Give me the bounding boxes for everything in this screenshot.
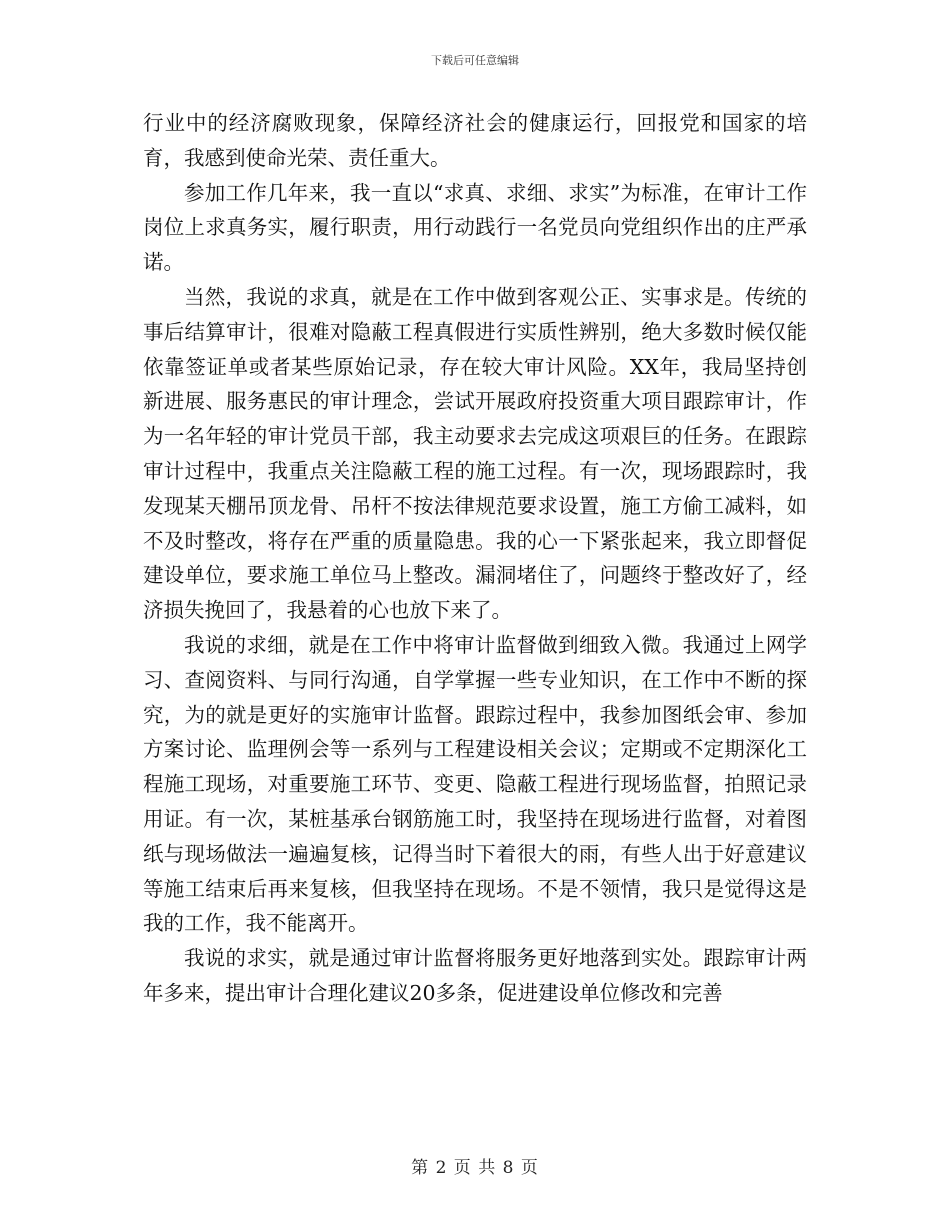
paragraph-seek-detail: 我说的求细，就是在工作中将审计监督做到细致入微。我通过上网学习、查阅资料、与同行沟通，自学掌握一些专业知识，在工作中不断的探究，为的就是更好的实施审计监督。跟踪过程中，我参加图纸会审、参加方案讨论、监理例会等一系列与工程建设相关会议；定期或不定期深化工程施工现场，对重要施工环节、变更、隐蔽工程进行现场监督，拍照记录用证。有一次，某桩基承台钢筋施工时，我坚持在现场进行监督，对着图纸与现场做法一遍遍复核，记得当时下着很大的雨，有些人出于好意建议等施工结束后再来复核，但我坚持在现场。不是不领情，我只是觉得这是我的工作，我不能离开。	[143, 632, 807, 936]
header-note: 下载后可任意编辑	[431, 54, 519, 67]
paragraph-intro: 参加工作几年来，我一直以“求真、求细、求实”为标准，在审计工作岗位上求真务实，履行职责，用行动践行一名党员向党组织作出的庄严承诺。	[143, 180, 807, 275]
paragraph-seek-practical: 我说的求实，就是通过审计监督将服务更好地落到实处。跟踪审计两年多来，提出审计合理化建议20多条，促进建设单位修改和完善	[143, 946, 807, 1005]
page-number: 第 2 页 共 8 页	[411, 1158, 539, 1178]
paragraph-continuation: 行业中的经济腐败现象，保障经济社会的健康运行，回报党和国家的培育，我感到使命光荣、责任重大。	[143, 111, 807, 170]
paragraph-seek-truth: 当然，我说的求真，就是在工作中做到客观公正、实事求是。传统的事后结算审计，很难对隐蔽工程真假进行实质性辨别，绝大多数时候仅能依靠签证单或者某些原始记录，存在较大审计风险。XX年，我局坚持创新进展、服务惠民的审计理念，尝试开展政府投资重大项目跟踪审计，作为一名年轻的审计党员干部，我主动要求去完成这项艰巨的任务。在跟踪审计过程中，我重点关注隐蔽工程的施工过程。有一次，现场跟踪时，我发现某天棚吊顶龙骨、吊杆不按法律规范要求设置，施工方偷工减料，如不及时整改，将存在严重的质量隐患。我的心一下紧张起来，我立即督促建设单位，要求施工单位马上整改。漏洞堵住了，问题终于整改好了，经济损失挽回了，我悬着的心也放下来了。	[143, 284, 807, 623]
body-text	[143, 106, 807, 1011]
